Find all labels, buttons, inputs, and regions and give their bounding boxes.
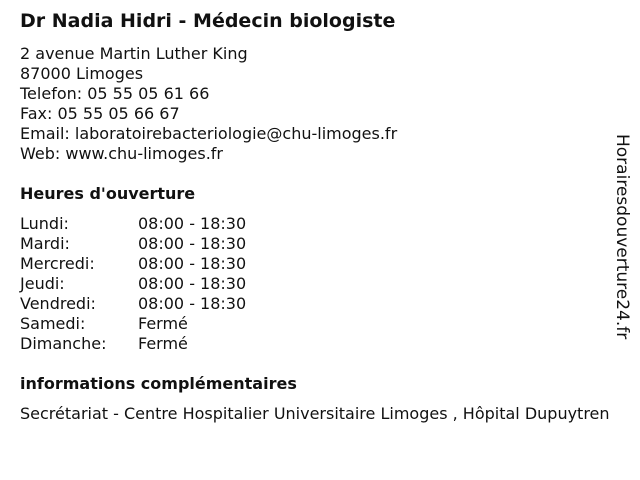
- fax-number: Fax: 05 55 05 66 67: [20, 104, 180, 123]
- contact-block: [20, 44, 397, 164]
- hours-row: [20, 294, 280, 314]
- street-address: 2 avenue Martin Luther King: [20, 44, 248, 63]
- hours-time: Fermé: [138, 314, 188, 333]
- hours-day: Samedi:: [20, 314, 86, 333]
- web-link[interactable]: Web: www.chu-limoges.fr: [20, 144, 223, 163]
- hours-day: Mercredi:: [20, 254, 95, 273]
- hours-time: 08:00 - 18:30: [138, 294, 247, 313]
- hours-time: 08:00 - 18:30: [138, 254, 247, 273]
- hours-row: [20, 274, 280, 294]
- phone-number[interactable]: Telefon: 05 55 05 61 66: [20, 84, 210, 103]
- page-title: Dr Nadia Hidri - Médecin biologiste: [20, 10, 396, 32]
- site-watermark: Horairesdouverture24.fr: [612, 134, 632, 340]
- hours-time: 08:00 - 18:30: [138, 234, 247, 253]
- additional-info-text: Secrétariat - Centre Hospitalier Universitaire Limoges , Hôpital Dupuytren: [20, 404, 610, 423]
- hours-time: 08:00 - 18:30: [138, 274, 247, 293]
- hours-row: [20, 314, 280, 334]
- hours-day: Vendredi:: [20, 294, 96, 313]
- email-link[interactable]: Email: laboratoirebacteriologie@chu-limoges.fr: [20, 124, 398, 143]
- hours-day: Dimanche:: [20, 334, 107, 353]
- opening-hours-heading: Heures d'ouverture: [20, 184, 196, 203]
- additional-info-heading: informations complémentaires: [20, 374, 297, 393]
- hours-row: [20, 254, 280, 274]
- opening-hours-table: [20, 214, 280, 354]
- hours-day: Lundi:: [20, 214, 69, 233]
- hours-time: Fermé: [138, 334, 188, 353]
- hours-day: Jeudi:: [20, 274, 65, 293]
- hours-time: 08:00 - 18:30: [138, 214, 247, 233]
- city-address: 87000 Limoges: [20, 64, 144, 83]
- hours-row: [20, 214, 280, 234]
- hours-row: [20, 334, 280, 354]
- hours-day: Mardi:: [20, 234, 70, 253]
- hours-row: [20, 234, 280, 254]
